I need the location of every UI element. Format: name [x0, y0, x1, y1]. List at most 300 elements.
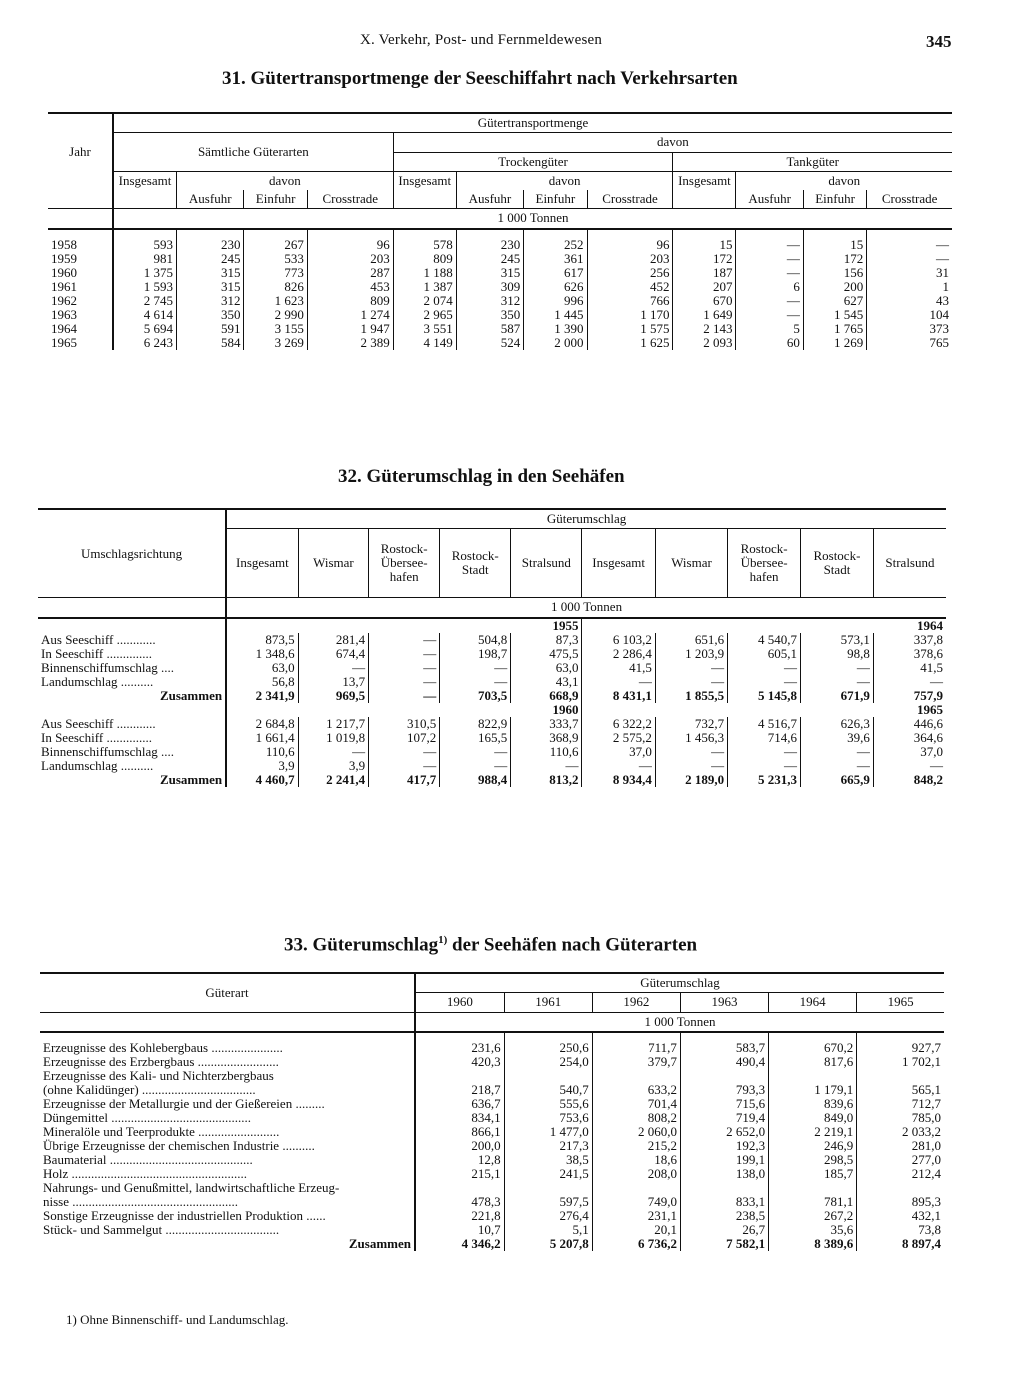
table-31-body — [48, 229, 952, 350]
header-davon: davon — [456, 171, 673, 190]
value-cell: 565,1 — [857, 1083, 944, 1097]
value-cell: 490,4 — [680, 1055, 768, 1069]
header-gueterart: Güterart — [40, 973, 415, 1012]
value-cell: 241,5 — [504, 1167, 592, 1181]
value-cell: — — [655, 661, 727, 675]
value-cell: — — [655, 759, 727, 773]
value-cell: — — [369, 759, 440, 773]
value-cell: 1 387 — [393, 280, 456, 294]
value-cell: 43 — [867, 294, 952, 308]
value-cell: 593 — [153, 236, 173, 252]
value-cell: 1 375 — [143, 264, 173, 280]
value-cell: 35,6 — [769, 1223, 857, 1237]
value-cell: — — [728, 745, 801, 759]
value-cell: 10,7 — [477, 1221, 501, 1237]
header-ausfuhr: Ausfuhr — [177, 190, 244, 209]
value-cell: 446,6 — [873, 717, 946, 731]
value-cell: 2 033,2 — [857, 1125, 944, 1139]
value-cell: 41,5 — [582, 661, 655, 675]
year-cell: 1965 — [48, 336, 113, 350]
table-row — [48, 294, 952, 308]
value-cell: 626 — [524, 280, 587, 294]
value-cell: 256 — [587, 266, 673, 280]
column-header: Stralsund — [511, 529, 582, 598]
value-cell — [504, 1181, 592, 1195]
value-cell: 3 155 — [244, 322, 307, 336]
value-cell: 785,0 — [857, 1111, 944, 1125]
table-row — [48, 322, 952, 336]
row-label: Erzeugnisse der Metallurgie und der Gießereien ......... — [40, 1097, 415, 1111]
value-cell: 1 203,9 — [655, 647, 727, 661]
unit-label: 1 000 Tonnen — [644, 1013, 716, 1029]
row-label: In Seeschiff .............. — [38, 731, 226, 745]
value-cell: 373 — [867, 322, 952, 336]
sum-cell: 8 897,4 — [857, 1237, 944, 1251]
row-label: Landumschlag .......... — [38, 759, 226, 773]
sum-cell: 5 231,3 — [728, 773, 801, 787]
value-cell: 605,1 — [728, 647, 801, 661]
value-cell: 1 188 — [393, 266, 456, 280]
value-cell: 203 — [587, 252, 673, 266]
sum-cell: 703,5 — [440, 689, 511, 703]
value-cell: 312 — [177, 294, 244, 308]
value-cell: 826 — [244, 280, 307, 294]
value-cell: 98,8 — [801, 647, 874, 661]
value-cell: 834,1 — [471, 1109, 501, 1125]
header-insgesamt: Insgesamt — [118, 172, 172, 188]
footnote: 1) Ohne Binnenschiff- und Landumschlag. — [66, 1312, 289, 1327]
header-insgesamt: Insgesamt — [393, 171, 456, 190]
table-row — [48, 266, 952, 280]
year-label: 1964 — [582, 618, 946, 633]
value-cell: — — [369, 661, 440, 675]
value-cell: 809 — [393, 252, 456, 266]
value-cell: 839,6 — [769, 1097, 857, 1111]
unit-label: 1 000 Tonnen — [497, 210, 569, 226]
value-cell — [415, 1069, 504, 1083]
value-cell: 252 — [524, 229, 587, 252]
table-row — [40, 1125, 944, 1139]
row-label: Binnenschiffumschlag .... — [38, 745, 226, 759]
value-cell: 895,3 — [857, 1195, 944, 1209]
value-cell: 2 060,0 — [592, 1125, 680, 1139]
column-header: Insgesamt — [236, 555, 289, 571]
row-label: In Seeschiff .............. — [38, 647, 226, 661]
value-cell: 378,6 — [873, 647, 946, 661]
value-cell: — — [655, 675, 727, 689]
value-cell: 4 516,7 — [728, 717, 801, 731]
value-cell: 2 990 — [244, 308, 307, 322]
value-cell: 817,6 — [769, 1055, 857, 1069]
value-cell: 873,5 — [265, 631, 295, 647]
value-cell: 1 649 — [673, 308, 736, 322]
value-cell: 765 — [867, 336, 952, 350]
value-cell: 56,8 — [271, 673, 295, 689]
value-cell: 670 — [673, 294, 736, 308]
value-cell: 732,7 — [655, 717, 727, 731]
year-header: 1960 — [446, 994, 473, 1010]
value-cell: 809 — [307, 294, 393, 308]
year-header: 1964 — [769, 993, 857, 1012]
value-cell: 379,7 — [592, 1055, 680, 1069]
sum-cell: 848,2 — [873, 773, 946, 787]
value-cell: 749,0 — [592, 1195, 680, 1209]
table-row — [40, 1223, 944, 1237]
value-cell — [680, 1069, 768, 1083]
value-cell: 13,7 — [298, 675, 368, 689]
year-row — [38, 618, 946, 633]
value-cell: 627 — [803, 294, 866, 308]
value-cell: 1 170 — [587, 308, 673, 322]
value-cell: 231,1 — [592, 1209, 680, 1223]
value-cell: 3 551 — [393, 322, 456, 336]
table-row — [38, 661, 946, 675]
value-cell: — — [728, 675, 801, 689]
value-cell: 43,1 — [511, 675, 582, 689]
sum-cell: 668,9 — [511, 689, 582, 703]
value-cell: 2 652,0 — [680, 1125, 768, 1139]
unit-label: 1 000 Tonnen — [551, 599, 623, 615]
column-header: Rostock-Stadt — [801, 529, 874, 598]
row-label: Aus Seeschiff ............ — [38, 633, 226, 647]
row-label: Düngemittel ........................................... — [40, 1111, 415, 1125]
value-cell: 533 — [244, 252, 307, 266]
value-cell: 2 093 — [673, 336, 736, 350]
value-cell: 781,1 — [769, 1195, 857, 1209]
value-cell — [504, 1069, 592, 1083]
value-cell: 1 019,8 — [298, 731, 368, 745]
value-cell: 6 103,2 — [582, 633, 655, 647]
value-cell: 277,0 — [857, 1153, 944, 1167]
row-label: Erzeugnisse des Kali- und Nichterzbergbaus — [40, 1069, 415, 1083]
value-cell: 104 — [867, 308, 952, 322]
header-davon: davon — [393, 133, 952, 152]
value-cell: 218,7 — [471, 1081, 501, 1097]
value-cell — [769, 1181, 857, 1195]
header-guetertransportmenge: Gütertransportmenge — [113, 113, 952, 133]
value-cell: 715,6 — [680, 1097, 768, 1111]
value-cell: 200 — [803, 280, 866, 294]
value-cell: 2 219,1 — [769, 1125, 857, 1139]
sum-cell: 4 460,7 — [255, 771, 295, 787]
value-cell: 1 456,3 — [655, 731, 727, 745]
header-jahr: Jahr — [48, 113, 113, 190]
sum-cell: 2 341,9 — [255, 687, 295, 703]
value-cell: — — [511, 759, 582, 773]
value-cell: 524 — [456, 336, 523, 350]
value-cell: 245 — [177, 252, 244, 266]
value-cell: 2 965 — [393, 308, 456, 322]
value-cell: 849,0 — [769, 1111, 857, 1125]
value-cell: — — [369, 675, 440, 689]
sum-row — [38, 773, 946, 787]
sum-row — [38, 689, 946, 703]
value-cell: 12,8 — [477, 1151, 501, 1167]
value-cell: 245 — [456, 252, 523, 266]
value-cell: 230 — [177, 229, 244, 252]
value-cell — [415, 1181, 504, 1195]
value-cell: 5,1 — [504, 1223, 592, 1237]
table-31 — [48, 112, 952, 350]
row-label: Aus Seeschiff ............ — [38, 717, 226, 731]
value-cell: 822,9 — [440, 717, 511, 731]
value-cell: 333,7 — [511, 717, 582, 731]
row-label: Holz ...................................................... — [40, 1167, 415, 1181]
value-cell: 2 684,8 — [255, 715, 295, 731]
value-cell: — — [867, 229, 952, 252]
value-cell: 165,5 — [440, 731, 511, 745]
running-head: X. Verkehr, Post- und Fernmeldewesen — [360, 32, 603, 48]
value-cell: 6 243 — [143, 334, 173, 350]
value-cell: 198,7 — [440, 647, 511, 661]
value-cell: 26,7 — [680, 1223, 768, 1237]
sum-cell: 671,9 — [801, 689, 874, 703]
value-cell: 2 575,2 — [582, 731, 655, 745]
value-cell: 555,6 — [504, 1097, 592, 1111]
table-row — [40, 1111, 944, 1125]
spacer-cell — [38, 618, 226, 633]
value-cell: 37,0 — [873, 745, 946, 759]
value-cell: 87,3 — [511, 633, 582, 647]
year-label: 1960 — [552, 701, 579, 717]
value-cell: 312 — [456, 294, 523, 308]
value-cell: 1 625 — [587, 336, 673, 350]
spacer-cell — [38, 703, 226, 717]
value-cell: — — [440, 661, 511, 675]
value-cell: 626,3 — [801, 717, 874, 731]
year-header: 1961 — [504, 993, 592, 1012]
row-label: Stück- und Sammelgut ................................... — [40, 1223, 415, 1237]
sum-cell: 8 934,4 — [582, 773, 655, 787]
value-cell: 453 — [307, 280, 393, 294]
header-crosstrade: Crosstrade — [867, 190, 952, 209]
value-cell: — — [736, 266, 803, 280]
header-umschlagsrichtung: Umschlagsrichtung — [38, 509, 226, 598]
table-32-body — [38, 618, 946, 787]
value-cell: 1 445 — [524, 308, 587, 322]
value-cell: — — [728, 661, 801, 675]
value-cell: 2 745 — [143, 292, 173, 308]
value-cell: 230 — [456, 229, 523, 252]
value-cell: 217,3 — [504, 1139, 592, 1153]
value-cell: 2 074 — [393, 294, 456, 308]
value-cell: — — [801, 675, 874, 689]
value-cell: 215,2 — [592, 1139, 680, 1153]
value-cell: — — [440, 675, 511, 689]
value-cell: 350 — [177, 308, 244, 322]
value-cell: 1 348,6 — [255, 645, 295, 661]
value-cell: 281,4 — [298, 633, 368, 647]
value-cell: 651,6 — [655, 633, 727, 647]
header-crosstrade: Crosstrade — [307, 190, 393, 209]
header-saemtliche: Sämtliche Güterarten — [113, 133, 393, 172]
table-row — [40, 1167, 944, 1181]
table-row — [40, 1181, 944, 1195]
value-cell: 432,1 — [857, 1209, 944, 1223]
table-row — [48, 280, 952, 294]
table-row — [40, 1069, 944, 1083]
value-cell: 4 540,7 — [728, 633, 801, 647]
table-row — [38, 675, 946, 689]
value-cell: 246,9 — [769, 1139, 857, 1153]
value-cell: 1 593 — [143, 278, 173, 294]
row-label: Erzeugnisse des Kohlebergbaus ...................... — [40, 1032, 415, 1055]
header-insgesamt: Insgesamt — [673, 171, 736, 190]
table-row — [48, 252, 952, 266]
table-33-title — [284, 934, 697, 956]
value-cell: 276,4 — [504, 1209, 592, 1223]
value-cell — [857, 1069, 944, 1083]
table-row — [40, 1153, 944, 1167]
value-cell: 287 — [307, 266, 393, 280]
sum-cell: 757,9 — [873, 689, 946, 703]
value-cell: 172 — [803, 252, 866, 266]
value-cell: 3 269 — [244, 336, 307, 350]
value-cell: 573,1 — [801, 633, 874, 647]
value-cell: 674,4 — [298, 647, 368, 661]
value-cell — [680, 1181, 768, 1195]
value-cell: 584 — [177, 336, 244, 350]
value-cell: 361 — [524, 252, 587, 266]
value-cell: 31 — [867, 266, 952, 280]
value-cell: 701,4 — [592, 1097, 680, 1111]
value-cell: 281,0 — [857, 1139, 944, 1153]
value-cell: — — [801, 661, 874, 675]
value-cell: 172 — [673, 252, 736, 266]
value-cell: — — [736, 229, 803, 252]
value-cell: 39,6 — [801, 731, 874, 745]
value-cell: 597,5 — [504, 1195, 592, 1209]
value-cell: — — [801, 759, 874, 773]
value-cell: 6 — [736, 280, 803, 294]
value-cell: 578 — [393, 229, 456, 252]
value-cell: — — [440, 745, 511, 759]
value-cell: 540,7 — [504, 1083, 592, 1097]
header-einfuhr: Einfuhr — [803, 190, 866, 209]
value-cell: — — [582, 675, 655, 689]
value-cell: 60 — [736, 336, 803, 350]
value-cell: 3,9 — [278, 757, 295, 773]
value-cell: 719,4 — [680, 1111, 768, 1125]
row-label: Erzeugnisse des Erzbergbaus ......................... — [40, 1055, 415, 1069]
value-cell: — — [369, 647, 440, 661]
sum-cell: 8 389,6 — [769, 1237, 857, 1251]
header-davon: davon — [177, 171, 394, 190]
sum-cell: 5 207,8 — [504, 1237, 592, 1251]
value-cell: 633,2 — [592, 1083, 680, 1097]
row-label: Landumschlag .......... — [38, 675, 226, 689]
year-cell: 1958 — [48, 229, 113, 252]
value-cell: 1 947 — [307, 322, 393, 336]
header-gueterumschlag: Güterumschlag — [226, 509, 946, 529]
sum-cell: — — [369, 689, 440, 703]
value-cell: 18,6 — [592, 1153, 680, 1167]
value-cell — [769, 1069, 857, 1083]
sum-cell: 4 346,2 — [461, 1235, 501, 1251]
value-cell: 315 — [456, 266, 523, 280]
value-cell: — — [369, 745, 440, 759]
value-cell: 996 — [524, 294, 587, 308]
value-cell: 670,2 — [769, 1032, 857, 1055]
value-cell: — — [736, 252, 803, 266]
header-ausfuhr: Ausfuhr — [736, 190, 803, 209]
table-row — [40, 1055, 944, 1069]
column-header: Insgesamt — [582, 529, 655, 598]
value-cell: 156 — [803, 266, 866, 280]
value-cell: 1 545 — [803, 308, 866, 322]
sum-cell: 665,9 — [801, 773, 874, 787]
table-row — [40, 1209, 944, 1223]
value-cell: 254,0 — [504, 1055, 592, 1069]
sum-cell: 6 736,2 — [592, 1237, 680, 1251]
value-cell: 583,7 — [680, 1032, 768, 1055]
value-cell: 1 765 — [803, 322, 866, 336]
year-label: 1955 — [552, 617, 579, 633]
value-cell: — — [298, 661, 368, 675]
value-cell: 5 — [736, 322, 803, 336]
value-cell: — — [728, 759, 801, 773]
value-cell: 1 575 — [587, 322, 673, 336]
year-header: 1962 — [592, 993, 680, 1012]
value-cell: 4 149 — [393, 336, 456, 350]
sum-cell: 2 241,4 — [298, 773, 368, 787]
value-cell: 808,2 — [592, 1111, 680, 1125]
footnote-marker: 1) — [438, 934, 448, 946]
value-cell: 766 — [587, 294, 673, 308]
value-cell: 187 — [673, 266, 736, 280]
table-row — [38, 717, 946, 731]
value-cell: 2 143 — [673, 322, 736, 336]
table-row — [38, 745, 946, 759]
sum-row — [40, 1237, 944, 1251]
sum-cell: 969,5 — [298, 689, 368, 703]
header-davon: davon — [736, 171, 952, 190]
value-cell: 207 — [673, 280, 736, 294]
table-33-title-main: 33. Güterumschlag — [284, 934, 439, 956]
table-row — [38, 633, 946, 647]
value-cell: 110,6 — [511, 745, 582, 759]
table-32 — [38, 508, 946, 787]
value-cell: 250,6 — [504, 1032, 592, 1055]
value-cell: 20,1 — [592, 1223, 680, 1237]
value-cell: 315 — [177, 280, 244, 294]
header-einfuhr: Einfuhr — [524, 190, 587, 209]
value-cell: 1 477,0 — [504, 1125, 592, 1139]
value-cell: 309 — [456, 280, 523, 294]
value-cell: 1 269 — [803, 336, 866, 350]
value-cell: 238,5 — [680, 1209, 768, 1223]
value-cell: 37,0 — [582, 745, 655, 759]
header-crosstrade: Crosstrade — [587, 190, 673, 209]
header-ausfuhr: Ausfuhr — [456, 190, 523, 209]
value-cell: 2 389 — [307, 336, 393, 350]
row-label: Binnenschiffumschlag .... — [38, 661, 226, 675]
value-cell: 63,0 — [511, 661, 582, 675]
sum-cell: 813,2 — [511, 773, 582, 787]
value-cell: 3,9 — [298, 759, 368, 773]
value-cell: 15 — [673, 229, 736, 252]
value-cell: — — [736, 294, 803, 308]
row-label: Baumaterial ............................................ — [40, 1153, 415, 1167]
value-cell: 267 — [244, 229, 307, 252]
header-trockengueter: Trockengüter — [393, 152, 673, 171]
header-einfuhr: Einfuhr — [244, 190, 307, 209]
table-row — [48, 308, 952, 322]
value-cell: — — [736, 308, 803, 322]
year-label: 1965 — [582, 703, 946, 717]
value-cell: 773 — [244, 266, 307, 280]
value-cell: 310,5 — [369, 717, 440, 731]
